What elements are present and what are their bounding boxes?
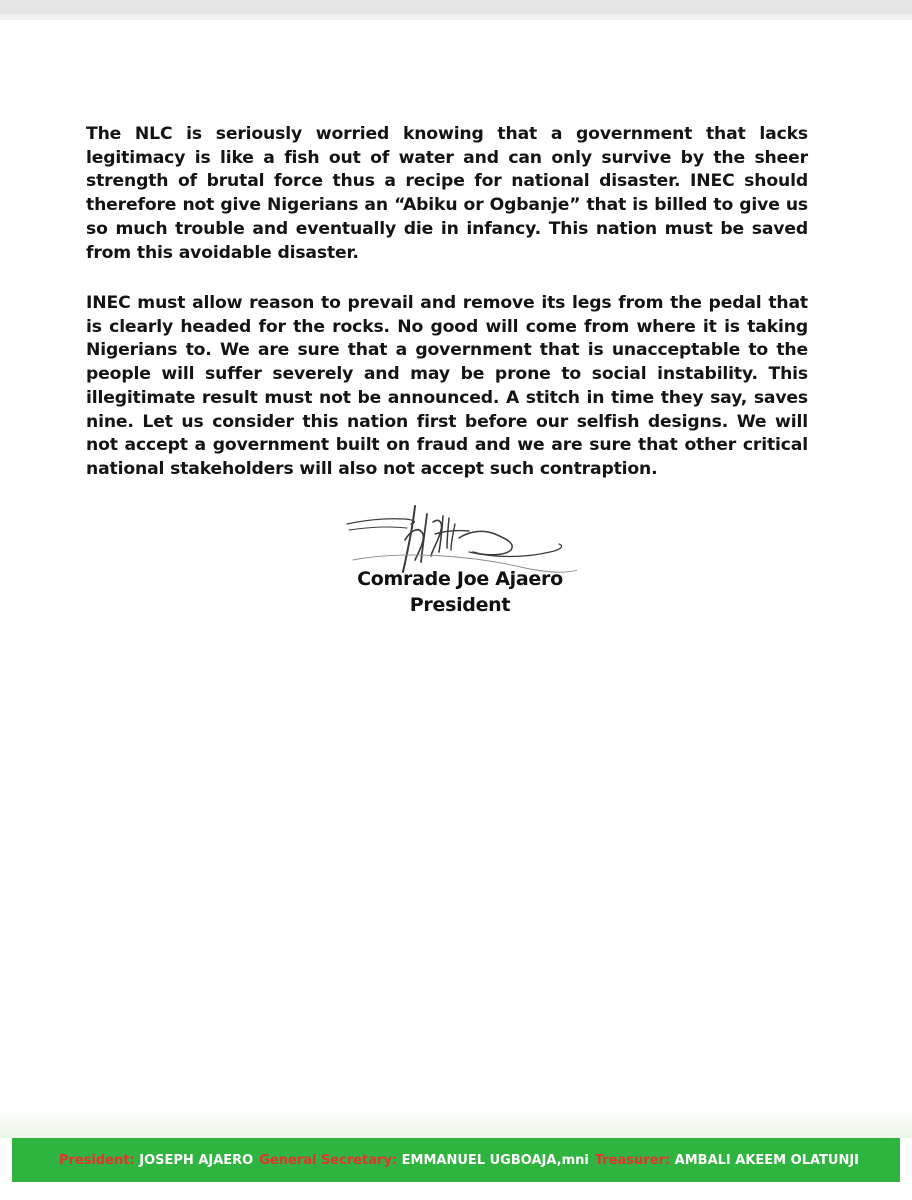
footer-treasurer-value: AMBALI AKEEM OLATUNJI [674,1152,860,1168]
signatory-name: Comrade Joe Ajaero [357,568,563,590]
footer-general-secretary-value: EMMANUEL UGBOAJA,mni [401,1152,589,1168]
body-paragraph-1: The NLC is seriously worried knowing that a government that lacks legitimacy is like a fish out of water and can only survive by the sheer strength of brutal force thus a recipe for national disaster. INEC should therefore not give Nigerians an “Abiku or Ogbanje” that is billed to give us so much trouble and eventually die in infancy. This nation must be saved from this avoidable disaster. [86,124,808,263]
footer-fade [0,1110,912,1138]
top-edge-strip [0,0,912,20]
footer-president-value: JOSEPH AJAERO [139,1152,254,1168]
signatory-title: President [409,594,511,616]
footer-officers-bar [12,1138,900,1182]
footer-general-secretary-label: General Secretary: [259,1152,398,1168]
footer-president-label: President: [58,1152,135,1168]
body-paragraph-2: INEC must allow reason to prevail and remove its legs from the pedal that is clearly headed for the rocks. No good will come from where it is taking Nigerians to. We are sure that a government that is unacceptable to the people will suffer severely and may be prone to social instability. This illegitimate result must not be announced. A stitch in time they say, saves nine. Let us consider this nation first before our selfish designs. We will not accept a government built on fraud and we are sure that other critical national stakeholders will also not accept such contraption. [86,293,808,479]
footer-treasurer-label: Treasurer: [594,1152,671,1168]
